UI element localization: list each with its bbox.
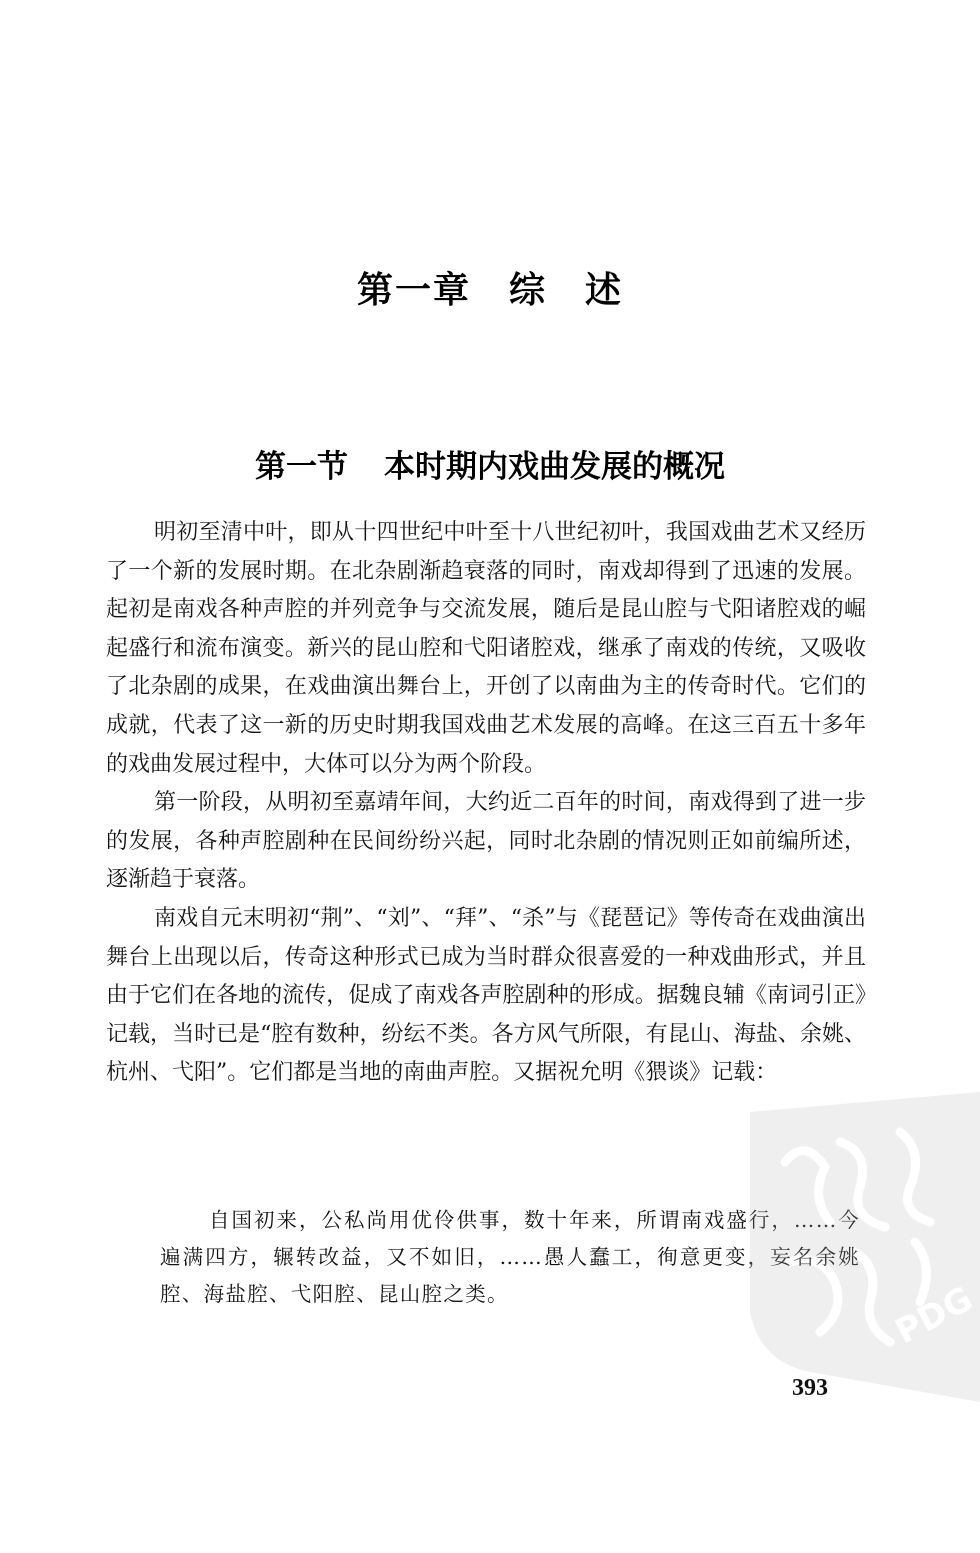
library-seal-watermark-icon — [690, 1072, 980, 1402]
section-title: 本时期内戏曲发展的概况 — [384, 448, 725, 485]
section-heading — [0, 441, 980, 486]
paragraph: 明初至清中叶，即从十四世纪中叶至十八世纪初叶，我国戏曲艺术又经历了一个新的发展时期。在北杂剧渐趋衰落的同时，南戏却得到了迅速的发展。起初是南戏各种声腔的并列竞争与交流发展，随后是昆山腔与弋阳诸腔戏的崛起盛行和流布演变。新兴的昆山腔和弋阳诸腔戏，继承了南戏的传统，又吸收了北杂剧的成果，在戏曲演出舞台上，开创了以南曲为主的传奇时代。它们的成就，代表了这一新的历史时期我国戏曲艺术发展的高峰。在这三百五十多年的戏曲发展过程中，大体可以分为两个阶段。 — [106, 520, 866, 777]
paragraph: 南戏自元末明初“荆”、“刘”、“拜”、“杀”与《琵琶记》等传奇在戏曲演出舞台上出现以后，传奇这种形式已成为当时群众很喜爱的一种戏曲形式，并且由于它们在各地的流传，促成了南戏各声腔剧种的形成。据魏良辅《南词引正》记载，当时已是“腔有数种，纷纭不类。各方风气所限，有昆山、海盐、余姚、杭州、弋阳”。它们都是当地的南曲声腔。又据祝允明《猥谈》记载： — [106, 905, 866, 1086]
block-quote: 自国初来，公私尚用优伶供事，数十年来，所谓南戏盛行，……今遍满四方，辗转改益，又不如旧，……愚人蠢工，徇意更变，妄名余姚腔、海盐腔、弋阳腔、昆山腔之类。 — [160, 1208, 860, 1306]
page-number: 393 — [792, 1375, 828, 1401]
watermark-text: PDG — [889, 1278, 980, 1353]
body-text — [106, 514, 866, 1093]
paragraph: 第一阶段，从明初至嘉靖年间，大约近二百年的时间，南戏得到了进一步的发展，各种声腔剧种在民间纷纷兴起，同时北杂剧的情况则正如前编所述，逐渐趋于衰落。 — [106, 790, 866, 893]
chapter-title: 第一章 综 述 — [356, 270, 623, 312]
section-number: 第一节 — [255, 448, 348, 485]
